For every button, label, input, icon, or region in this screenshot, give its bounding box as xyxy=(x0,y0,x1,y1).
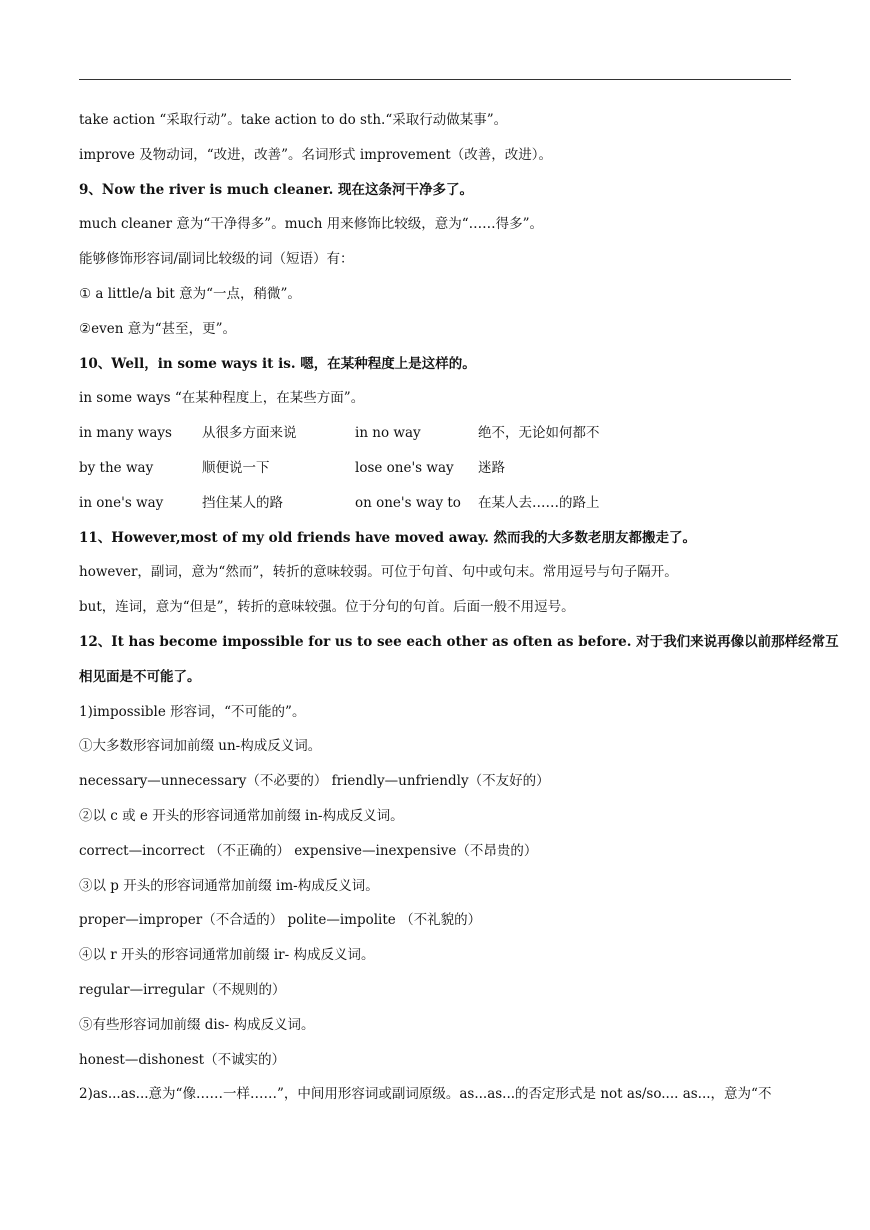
text-line: 2)as...as...意为“像……一样……”，中间用形容词或副词原级。as...as...的否定形式是 not as/so.... as...，意为“不 xyxy=(79,1086,772,1103)
text-line: however，副词，意为“然而”，转折的意味较弱。可位于句首、句中或句末。常用逗号与句子隔开。 xyxy=(79,564,678,581)
list-item: ②even 意为“甚至，更”。 xyxy=(79,320,236,337)
list-item: ①大多数形容词加前缀 un-构成反义词。 xyxy=(79,738,322,755)
text-line: 能够修饰形容词/副词比较级的词（短语）有： xyxy=(79,251,354,268)
phrase-cell: lose one's way xyxy=(355,459,454,476)
example-line: correct—incorrect （不正确的） expensive—inexpensive（不昂贵的） xyxy=(79,842,538,859)
sentence-heading-10: 10、Well，in some ways it is. 嗯，在某种程度上是这样的。 xyxy=(79,355,476,372)
list-item: ⑤有些形容词加前缀 dis- 构成反义词。 xyxy=(79,1016,315,1033)
document-body xyxy=(79,108,839,1117)
phrase-cell: 从很多方面来说 xyxy=(202,425,297,442)
phrase-cell: 顺便说一下 xyxy=(202,459,270,476)
text-line: in some ways “在某种程度上，在某些方面”。 xyxy=(79,390,365,407)
list-item: ④以 r 开头的形容词通常加前缀 ir- 构成反义词。 xyxy=(79,947,375,964)
phrase-cell: in one's way xyxy=(79,494,164,511)
phrase-cell: in no way xyxy=(355,425,421,442)
phrase-cell: by the way xyxy=(79,459,154,476)
phrase-cell: in many ways xyxy=(79,425,172,442)
text-line: but，连词，意为“但是”，转折的意味较强。位于分句的句首。后面一般不用逗号。 xyxy=(79,599,575,616)
header-rule xyxy=(79,79,791,80)
example-line: honest—dishonest（不诚实的） xyxy=(79,1051,286,1068)
text-line: 1)impossible 形容词，“不可能的”。 xyxy=(79,703,306,720)
list-item: ②以 c 或 e 开头的形容词通常加前缀 in-构成反义词。 xyxy=(79,807,404,824)
example-line: regular—irregular（不规则的） xyxy=(79,981,286,998)
phrase-cell: 挡住某人的路 xyxy=(202,494,283,511)
list-item: ① a little/a bit 意为“一点，稍微”。 xyxy=(79,285,301,302)
text-line: take action “采取行动”。take action to do sth.“采取行动做某事”。 xyxy=(79,112,508,128)
phrase-cell: 绝不，无论如何都不 xyxy=(478,425,600,442)
phrase-cell: 迷路 xyxy=(478,459,505,476)
list-item: ③以 p 开头的形容词通常加前缀 im-构成反义词。 xyxy=(79,877,379,894)
sentence-heading-11: 11、However,most of my old friends have moved away. 然而我的大多数老朋友都搬走了。 xyxy=(79,529,697,546)
text-line: much cleaner 意为“干净得多”。much 用来修饰比较级，意为“……得多”。 xyxy=(79,216,544,233)
phrase-cell: 在某人去……的路上 xyxy=(478,494,600,511)
phrase-row xyxy=(79,421,791,456)
text-line: improve 及物动词，“改进，改善”。名词形式 improvement（改善，改进）。 xyxy=(79,146,552,163)
phrase-row xyxy=(79,456,791,491)
sentence-heading-9: 9、Now the river is much cleaner. 现在这条河干净多了。 xyxy=(79,181,474,198)
example-line: proper—improper（不合适的） polite—impolite （不礼貌的） xyxy=(79,912,482,929)
sentence-heading-12: 12、It has become impossible for us to see each other as often as before. 对于我们来说再像以前那样经常互 xyxy=(79,633,839,650)
phrase-cell: on one's way to xyxy=(355,494,461,511)
sentence-heading-12-continued: 相见面是不可能了。 xyxy=(79,668,201,685)
example-line: necessary—unnecessary（不必要的） friendly—unfriendly（不友好的） xyxy=(79,773,550,790)
phrase-row xyxy=(79,491,791,526)
